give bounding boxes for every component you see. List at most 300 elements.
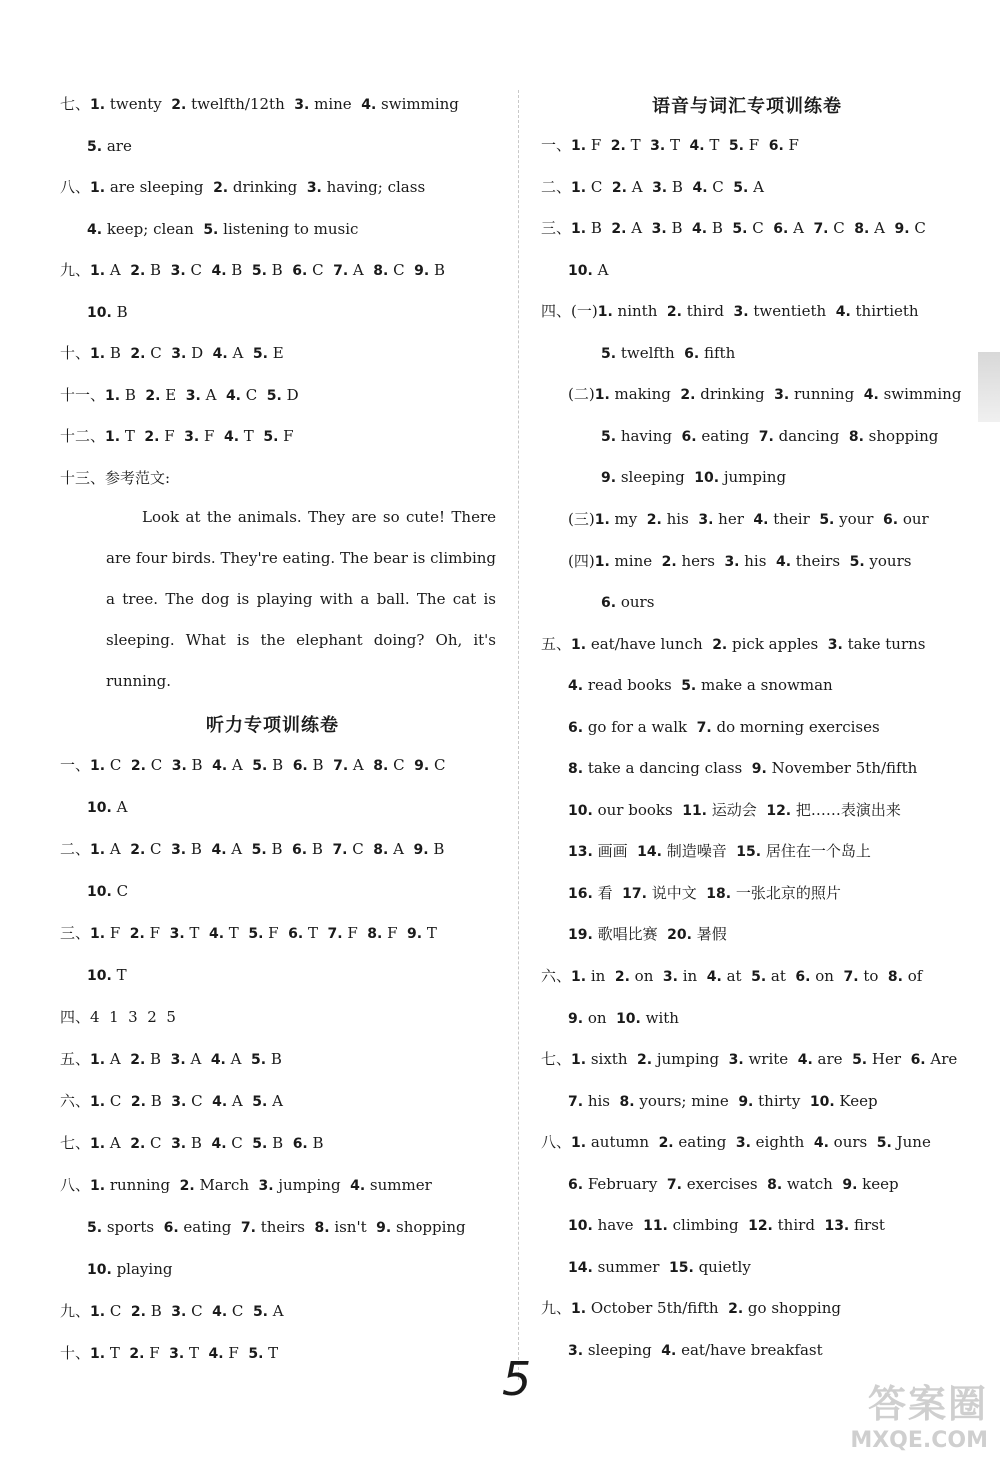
item-number: 5.: [252, 758, 268, 774]
answer-text: A: [626, 219, 652, 238]
answer-text: E: [160, 385, 186, 404]
item-number: 4.: [775, 553, 792, 570]
item-number: 4.: [212, 1094, 228, 1110]
item-number: 2.: [130, 842, 146, 858]
answer-text: T: [303, 924, 328, 942]
answer-text: quietly: [693, 1257, 751, 1276]
answer-text: third: [772, 1216, 825, 1235]
answer-text: E: [267, 344, 284, 362]
answer-text: eating: [178, 1218, 241, 1236]
item-number: 5.: [681, 678, 697, 695]
answer-text: A: [105, 1134, 131, 1152]
item-number: 4.: [692, 179, 708, 196]
answer-text: 九、: [541, 1299, 572, 1318]
answer-text: of: [902, 967, 923, 985]
answer-text: A: [388, 840, 414, 858]
watermark: [850, 1373, 988, 1453]
column-divider: [518, 90, 519, 1380]
answer-text: having; class: [321, 178, 426, 196]
left-answer-line: [60, 754, 445, 777]
item-number: 5.: [248, 1346, 264, 1362]
answer-text: in: [677, 967, 707, 985]
answer-text: B: [667, 177, 693, 196]
item-number: 8.: [373, 263, 389, 279]
answer-text: F: [223, 1344, 249, 1362]
item-number: 4.: [661, 1342, 677, 1359]
answer-text: (二): [568, 385, 595, 404]
answer-text: A: [267, 1092, 283, 1110]
item-number: 2.: [179, 1178, 195, 1194]
item-number: 4.: [797, 1052, 813, 1069]
answer-text: (四): [568, 551, 595, 570]
item-number: 2.: [611, 179, 627, 196]
item-number: 1.: [105, 429, 121, 445]
answer-text: B: [267, 756, 293, 774]
item-number: 3.: [185, 387, 201, 404]
item-number: 6.: [288, 926, 304, 942]
item-number: 9.: [414, 263, 430, 279]
answer-text: his: [661, 509, 699, 528]
item-number: 5.: [263, 429, 279, 445]
answer-text: June: [891, 1133, 931, 1152]
answer-text: 三、: [60, 924, 91, 942]
item-number: 5.: [601, 428, 617, 445]
answer-text: pick apples: [727, 634, 828, 653]
item-number: 10.: [809, 1093, 835, 1110]
answer-text: on: [629, 967, 663, 985]
item-number: 11.: [643, 1218, 668, 1235]
item-number: 5.: [751, 969, 767, 985]
answer-text: C: [186, 1092, 213, 1110]
item-number: 2.: [130, 758, 146, 774]
answer-text: A: [626, 177, 653, 196]
item-number: 3.: [651, 221, 667, 238]
right-answer-line: [541, 134, 799, 157]
item-number: 9.: [894, 221, 910, 238]
answer-text: are: [102, 136, 132, 155]
item-number: 6.: [292, 758, 308, 774]
item-number: 3.: [306, 180, 322, 196]
item-number: 13.: [568, 844, 593, 861]
item-number: 8.: [619, 1093, 635, 1110]
answer-text: T: [120, 427, 145, 445]
answer-text: C: [227, 1302, 253, 1320]
item-number: 2.: [129, 926, 145, 942]
item-number: 4.: [863, 387, 879, 404]
answer-text: 制造噪音: [661, 842, 737, 861]
right-answer-line: [568, 1256, 751, 1279]
answer-text: 九、: [60, 1302, 91, 1320]
answer-text: do morning exercises: [711, 717, 880, 736]
item-number: 2.: [680, 387, 696, 404]
item-number: 6.: [795, 969, 811, 985]
item-number: 6.: [681, 428, 697, 445]
answer-text: 一张北京的照片: [731, 883, 841, 902]
right-answer-line: [568, 383, 961, 406]
answer-text: C: [105, 1092, 131, 1110]
answer-text: F: [783, 136, 799, 154]
answer-text: F: [263, 924, 289, 942]
answer-text: F: [144, 924, 170, 942]
right-answer-line: [568, 882, 841, 905]
answer-text: A: [592, 260, 609, 279]
item-number: 10.: [87, 884, 112, 900]
answer-text: A: [227, 756, 253, 774]
answer-text: read books: [583, 676, 682, 695]
answer-text: 十二、: [60, 427, 106, 445]
right-answer-line: [541, 300, 919, 323]
right-answer-line: [601, 591, 654, 614]
answer-text: B: [666, 219, 692, 238]
answer-text: February: [583, 1174, 667, 1193]
left-answer-line: [87, 135, 132, 158]
item-number: 5.: [252, 1094, 268, 1110]
answer-text: on: [583, 1008, 617, 1027]
answer-text: thirtieth: [850, 302, 919, 321]
answer-text: Her: [867, 1050, 911, 1069]
item-number: 15.: [668, 1259, 694, 1276]
item-number: 4.: [225, 387, 241, 404]
answer-text: 八、: [60, 1176, 91, 1194]
item-number: 1.: [90, 1346, 106, 1362]
answer-text: F: [586, 136, 611, 154]
answer-text: C: [347, 840, 374, 858]
item-number: 2.: [213, 180, 229, 196]
answer-text: B: [267, 1134, 293, 1152]
answer-text: D: [281, 385, 299, 404]
item-number: 3.: [184, 429, 200, 445]
item-number: 2.: [712, 636, 728, 653]
answer-text: C: [429, 756, 446, 774]
item-number: 1.: [571, 1052, 587, 1069]
item-number: 2.: [171, 97, 187, 113]
answer-text: A: [226, 840, 252, 858]
item-number: 3.: [170, 1052, 186, 1068]
answer-text: C: [586, 177, 612, 196]
item-number: 2.: [614, 969, 630, 985]
item-number: 1.: [571, 221, 587, 238]
answer-text: watch: [782, 1174, 843, 1193]
answer-text: B: [266, 840, 293, 858]
item-number: 6.: [292, 842, 308, 858]
answer-text: 居住在一个岛上: [761, 842, 871, 861]
item-number: 5.: [876, 1135, 892, 1152]
item-number: 3.: [724, 553, 740, 570]
item-number: 3.: [171, 1136, 187, 1152]
item-number: 1.: [90, 1136, 106, 1152]
right-answer-line: [541, 217, 926, 240]
left-answer-line: [87, 964, 127, 987]
answer-text: F: [278, 427, 294, 445]
answer-text: our: [898, 509, 929, 528]
answer-text: F: [342, 924, 368, 942]
answer-text: write: [743, 1050, 798, 1069]
answer-text: her: [713, 509, 754, 528]
item-number: 10.: [694, 470, 720, 487]
item-number: 2.: [646, 511, 662, 528]
answer-text: to: [858, 967, 888, 985]
left-answer-line: [60, 1342, 278, 1365]
answer-text: T: [239, 427, 264, 445]
item-number: 7.: [568, 1093, 584, 1110]
answer-text: are: [812, 1050, 853, 1069]
answer-text: isn't: [329, 1218, 377, 1236]
answer-text: drinking: [695, 385, 775, 404]
item-number: 7.: [327, 926, 343, 942]
item-number: 12.: [748, 1218, 773, 1235]
answer-text: B: [120, 385, 146, 404]
item-number: 2.: [610, 138, 626, 154]
answer-text: T: [704, 136, 729, 154]
item-number: 5.: [251, 842, 267, 858]
item-number: 17.: [622, 885, 647, 902]
answer-text: C: [185, 261, 212, 279]
left-answer-line: [60, 93, 459, 116]
right-answer-line: [568, 1214, 885, 1237]
item-number: 3.: [171, 346, 187, 362]
answer-text: 十、: [60, 344, 91, 362]
answer-text: ours: [616, 593, 655, 612]
item-number: 1.: [90, 1304, 106, 1320]
answer-text: C: [145, 1134, 172, 1152]
answer-text: T: [184, 1344, 209, 1362]
right-answer-line: [568, 508, 929, 531]
answer-text: 七、: [60, 1134, 91, 1152]
answer-text: A: [348, 261, 374, 279]
right-answer-line: [541, 1297, 841, 1320]
item-number: 15.: [736, 844, 762, 861]
item-number: 2.: [144, 429, 160, 445]
item-number: 13.: [824, 1218, 850, 1235]
answer-text: A: [227, 1092, 253, 1110]
left-answer-line: [87, 1216, 466, 1239]
sample-essay-text: Look at the animals. They are so cute! There are four birds. They're eating. The bear is climbing a tree. The dog is playing with a ball. The cat is sleeping. What is the elephant doing? Oh, it's running.: [106, 508, 496, 690]
item-number: 4.: [223, 429, 240, 445]
answer-text: in: [586, 967, 615, 985]
item-number: 1.: [571, 179, 587, 196]
item-number: 7.: [758, 428, 774, 445]
item-number: 10.: [87, 304, 112, 321]
answer-text: twelfth/12th: [186, 95, 295, 113]
answer-text: 一、: [541, 136, 572, 154]
answer-text: sixth: [586, 1050, 638, 1069]
item-number: 7.: [696, 719, 712, 736]
item-number: 5.: [87, 1220, 103, 1236]
item-number: 7.: [666, 1176, 682, 1193]
watermark-logo-text: 答案圈: [867, 1382, 988, 1426]
answer-text: ours: [828, 1133, 877, 1152]
item-number: 6.: [163, 1220, 179, 1236]
answer-text: shopping: [863, 426, 939, 445]
answer-text: your: [834, 509, 884, 528]
answer-text: theirs: [791, 551, 850, 570]
answer-text: A: [105, 840, 131, 858]
answer-text: T: [665, 136, 690, 154]
answer-text: twelfth: [616, 343, 685, 362]
answer-text: on: [810, 967, 844, 985]
answer-text: C: [145, 344, 172, 362]
left-answer-line: [87, 301, 128, 324]
item-number: 3.: [169, 1346, 185, 1362]
right-answer-line: [568, 716, 880, 739]
answer-text: F: [105, 924, 130, 942]
item-number: 7.: [843, 969, 859, 985]
item-number: 1.: [571, 1135, 587, 1152]
answer-text: third: [681, 302, 734, 321]
answer-text: 五、: [60, 1050, 91, 1068]
answer-text: fifth: [699, 343, 736, 362]
section-title-phonetics-vocabulary: 语音与词汇专项训练卷: [652, 96, 842, 117]
answer-text: summer: [592, 1257, 669, 1276]
answer-text: A: [869, 219, 895, 238]
answer-text: make a snowman: [696, 676, 833, 695]
item-number: 2.: [728, 1301, 744, 1318]
answer-text: B: [145, 1092, 172, 1110]
watermark-url: MXQE.COM: [850, 1428, 988, 1453]
item-number: 3.: [662, 969, 678, 985]
answer-text: C: [145, 840, 172, 858]
answer-text: October 5th/fifth: [586, 1299, 729, 1318]
item-number: 8.: [314, 1220, 330, 1236]
answer-text: 看: [592, 883, 623, 902]
answer-text: March: [194, 1176, 259, 1194]
answer-text: A: [268, 1302, 284, 1320]
answer-text: B: [428, 840, 445, 858]
right-answer-line: [568, 259, 608, 282]
left-answer-line: [60, 1006, 176, 1028]
item-number: 5.: [728, 138, 744, 154]
answer-text: take turns: [842, 634, 926, 653]
answer-text: 四、(一): [541, 302, 598, 321]
item-number: 4.: [361, 97, 377, 113]
answer-text: ninth: [612, 302, 667, 321]
item-number: 3.: [171, 758, 187, 774]
answer-text: B: [105, 344, 131, 362]
right-answer-line: [601, 342, 735, 365]
item-number: 1.: [90, 1094, 106, 1110]
item-number: 1.: [571, 969, 587, 985]
answer-text: have: [592, 1216, 644, 1235]
item-number: 6.: [883, 511, 899, 528]
answer-text: C: [388, 756, 415, 774]
answer-text: 说中文: [646, 883, 707, 902]
item-number: 1.: [90, 180, 106, 196]
right-answer-line: [568, 1339, 823, 1362]
answer-text: B: [307, 840, 333, 858]
item-number: 18.: [706, 885, 732, 902]
answer-text: sleeping: [616, 468, 695, 487]
answer-text: C: [828, 219, 855, 238]
right-answer-line: [568, 1173, 899, 1196]
item-number: 1.: [90, 346, 106, 362]
answer-text: exercises: [681, 1174, 768, 1193]
answer-text: mine: [609, 551, 662, 570]
answer-text: 一、: [60, 756, 91, 774]
item-number: 7.: [333, 758, 349, 774]
left-answer-line: [87, 1258, 172, 1281]
item-number: 9.: [414, 758, 430, 774]
item-number: 4.: [753, 511, 769, 528]
item-number: 3.: [258, 1178, 274, 1194]
item-number: 9.: [376, 1220, 392, 1236]
item-number: 6.: [292, 1136, 308, 1152]
left-answer-line: [60, 425, 294, 448]
answer-text: 六、: [541, 967, 572, 985]
answer-text: go for a walk: [583, 717, 697, 736]
item-number: 4.: [350, 1178, 366, 1194]
item-number: 6.: [568, 1176, 584, 1193]
answer-text: jumping: [719, 468, 787, 487]
answer-text: his: [583, 1091, 620, 1110]
item-number: 3.: [774, 387, 790, 404]
answer-text: 二、: [541, 177, 572, 196]
answer-text: eat/have lunch: [586, 634, 713, 653]
page-edge-tab: [978, 352, 1000, 422]
item-number: 11.: [682, 802, 708, 819]
answer-text: C: [105, 1302, 131, 1320]
item-number: 6.: [568, 719, 584, 736]
item-number: 3.: [171, 1094, 187, 1110]
item-number: 3.: [652, 179, 668, 196]
left-answer-line: [87, 796, 127, 819]
right-answer-line: [601, 466, 786, 489]
answer-text: Keep: [834, 1091, 878, 1110]
answer-text: at: [766, 967, 796, 985]
answer-text: twenty: [105, 95, 172, 113]
item-number: 3.: [171, 1304, 187, 1320]
item-number: 14.: [637, 844, 662, 861]
right-answer-line: [541, 176, 764, 199]
answer-text: F: [382, 924, 408, 942]
answer-text: thirty: [753, 1091, 810, 1110]
left-answer-line: [60, 838, 444, 861]
item-number: 8.: [373, 758, 389, 774]
item-number: 4.: [813, 1135, 829, 1152]
answer-text: theirs: [255, 1218, 315, 1236]
answer-text: climbing: [667, 1216, 749, 1235]
answer-text: C: [307, 261, 334, 279]
answer-text: listening to music: [218, 219, 359, 238]
answer-text: B: [266, 261, 293, 279]
item-number: 10.: [87, 1262, 112, 1278]
item-number: 2.: [130, 1052, 146, 1068]
answer-text: A: [788, 219, 814, 238]
answer-text: C: [145, 756, 172, 774]
item-number: 4.: [208, 1346, 224, 1362]
answer-text: T: [105, 1344, 130, 1362]
left-answer-line: [60, 1048, 282, 1071]
item-number: 3.: [728, 1052, 744, 1069]
left-answer-line: [87, 880, 128, 903]
answer-text: running: [105, 1176, 180, 1194]
answer-text: F: [144, 1344, 170, 1362]
item-number: 8.: [568, 761, 584, 778]
item-number: 1.: [571, 1301, 587, 1318]
left-answer-line: [60, 259, 445, 282]
item-number: 9.: [407, 926, 423, 942]
answer-text: B: [145, 1302, 172, 1320]
item-number: 2.: [637, 1052, 653, 1069]
answer-text: jumping: [273, 1176, 351, 1194]
answer-text: 十、: [60, 1344, 91, 1362]
item-number: 12.: [766, 802, 792, 819]
item-number: 5.: [252, 1304, 268, 1320]
answer-text: summer: [365, 1176, 432, 1194]
answer-text: T: [263, 1344, 279, 1362]
answer-text: eating: [696, 426, 759, 445]
answer-text: 四、4 1 3 2 5: [60, 1008, 176, 1026]
answer-text: running: [789, 385, 864, 404]
